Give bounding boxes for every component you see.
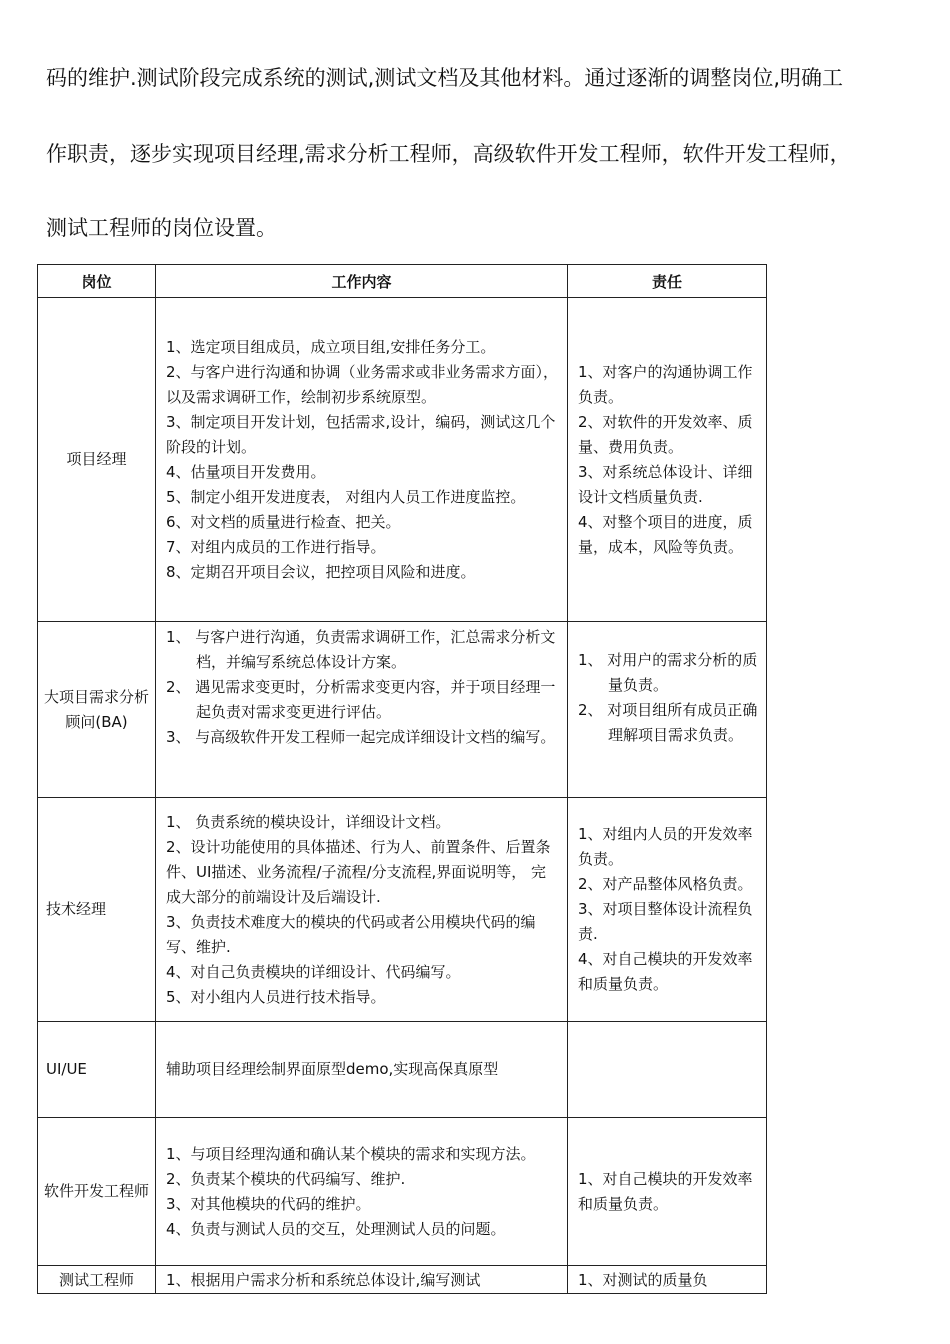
content-line: 2、与客户进行沟通和协调（业务需求或非业务需求方面），以及需求调研工作，绘制初步系统原型。 <box>166 362 559 406</box>
position-cell: 测试工程师 <box>38 1266 156 1294</box>
responsibility-line: 2、对产品整体风格负责。 <box>578 875 753 893</box>
content-line: 5、对小组内人员进行技术指导。 <box>166 987 386 1006</box>
intro-line-3: 测试工程师的岗位设置。 <box>46 216 277 240</box>
responsibility-line: 1、对客户的沟通协调工作负责。 <box>578 362 753 406</box>
responsibility-line: 3、对系统总体设计、详细设计文档质量负责. <box>578 462 753 506</box>
table-row <box>38 622 767 798</box>
header-responsibility: 责任 <box>568 265 767 298</box>
table-row <box>38 1022 767 1118</box>
responsibility-cell <box>568 798 767 1022</box>
intro-line-2: 作职责，逐步实现项目经理,需求分析工程师，高级软件开发工程师，软件开发工程师， <box>46 142 851 166</box>
responsibility-line: 2、 对项目组所有成员正确理解项目需求负责。 <box>578 701 758 744</box>
responsibility-line: 1、对测试的质量负 <box>578 1270 708 1289</box>
content-cell <box>156 1022 568 1118</box>
table-header-row <box>38 265 767 298</box>
content-line: 2、设计功能使用的具体描述、行为人、前置条件、后置条件、UI描述、业务流程/子流程/分支流程,界面说明等， 完成大部分的前端设计及后端设计. <box>166 837 551 906</box>
responsibility-cell <box>568 622 767 798</box>
content-line: 6、对文档的质量进行检查、把关。 <box>166 512 401 531</box>
intro-line-1: 码的维护.测试阶段完成系统的测试,测试文档及其他材料。通过逐渐的调整岗位,明确工 <box>46 66 844 90</box>
content-line: 1、与项目经理沟通和确认某个模块的需求和实现方法。 <box>166 1144 536 1163</box>
job-roles-table <box>37 264 767 1294</box>
content-line: 3、 与高级软件开发工程师一起完成详细设计文档的编写。 <box>166 728 556 746</box>
table-row <box>38 298 767 622</box>
content-line: 1、根据用户需求分析和系统总体设计,编写测试 <box>166 1270 481 1289</box>
position-cell: 软件开发工程师 <box>38 1118 156 1266</box>
responsibility-line: 1、对组内人员的开发效率负责。 <box>578 825 753 868</box>
content-cell <box>156 622 568 798</box>
responsibility-line: 1、对自己模块的开发效率和质量负责。 <box>578 1169 753 1213</box>
content-cell <box>156 1118 568 1266</box>
content-line: 3、制定项目开发计划，包括需求,设计，编码，测试这几个阶段的计划。 <box>166 412 556 456</box>
responsibility-cell <box>568 298 767 622</box>
content-line: 1、 负责系统的模块设计，详细设计文档。 <box>166 812 451 831</box>
content-cell <box>156 1266 568 1294</box>
content-line: 5、制定小组开发进度表， 对组内人员工作进度监控。 <box>166 487 526 506</box>
content-line: 7、对组内成员的工作进行指导。 <box>166 537 386 556</box>
header-position: 岗位 <box>38 265 156 298</box>
responsibility-line: 2、对软件的开发效率、质量、费用负责。 <box>578 412 753 456</box>
content-line: 8、定期召开项目会议，把控项目风险和进度。 <box>166 562 476 581</box>
responsibility-cell <box>568 1266 767 1294</box>
content-line: 3、对其他模块的代码的维护。 <box>166 1194 371 1213</box>
content-line: 4、对自己负责模块的详细设计、代码编写。 <box>166 962 461 981</box>
content-line: 2、负责某个模块的代码编写、维护. <box>166 1169 406 1188</box>
position-cell: UI/UE <box>38 1022 156 1118</box>
content-cell <box>156 298 568 622</box>
responsibility-line: 1、 对用户的需求分析的质量负责。 <box>578 651 758 694</box>
table-row <box>38 1118 767 1266</box>
position-cell: 大项目需求分析顾问(BA) <box>38 622 156 798</box>
position-cell: 项目经理 <box>38 298 156 622</box>
header-content: 工作内容 <box>156 265 568 298</box>
responsibility-cell <box>568 1022 767 1118</box>
content-line: 1、 与客户进行沟通，负责需求调研工作，汇总需求分析文档，并编写系统总体设计方案。 <box>166 628 556 671</box>
responsibility-cell <box>568 1118 767 1266</box>
content-cell <box>156 798 568 1022</box>
content-line: 4、负责与测试人员的交互，处理测试人员的问题。 <box>166 1219 506 1238</box>
content-line: 3、负责技术难度大的模块的代码或者公用模块代码的编写、维护. <box>166 912 536 956</box>
content-line: 4、估量项目开发费用。 <box>166 462 326 481</box>
table-row <box>38 1266 767 1294</box>
content-line: 1、选定项目组成员，成立项目组,安排任务分工。 <box>166 337 496 356</box>
responsibility-line: 4、对自己模块的开发效率和质量负责。 <box>578 950 753 993</box>
responsibility-line: 4、对整个项目的进度，质量，成本，风险等负责。 <box>578 512 753 556</box>
position-cell: 技术经理 <box>38 798 156 1022</box>
responsibility-line: 3、对项目整体设计流程负责. <box>578 900 753 943</box>
content-line: 辅助项目经理绘制界面原型demo,实现高保真原型 <box>166 1060 499 1078</box>
content-line: 2、 遇见需求变更时，分析需求变更内容，并于项目经理一起负责对需求变更进行评估。 <box>166 678 556 721</box>
table-row <box>38 798 767 1022</box>
